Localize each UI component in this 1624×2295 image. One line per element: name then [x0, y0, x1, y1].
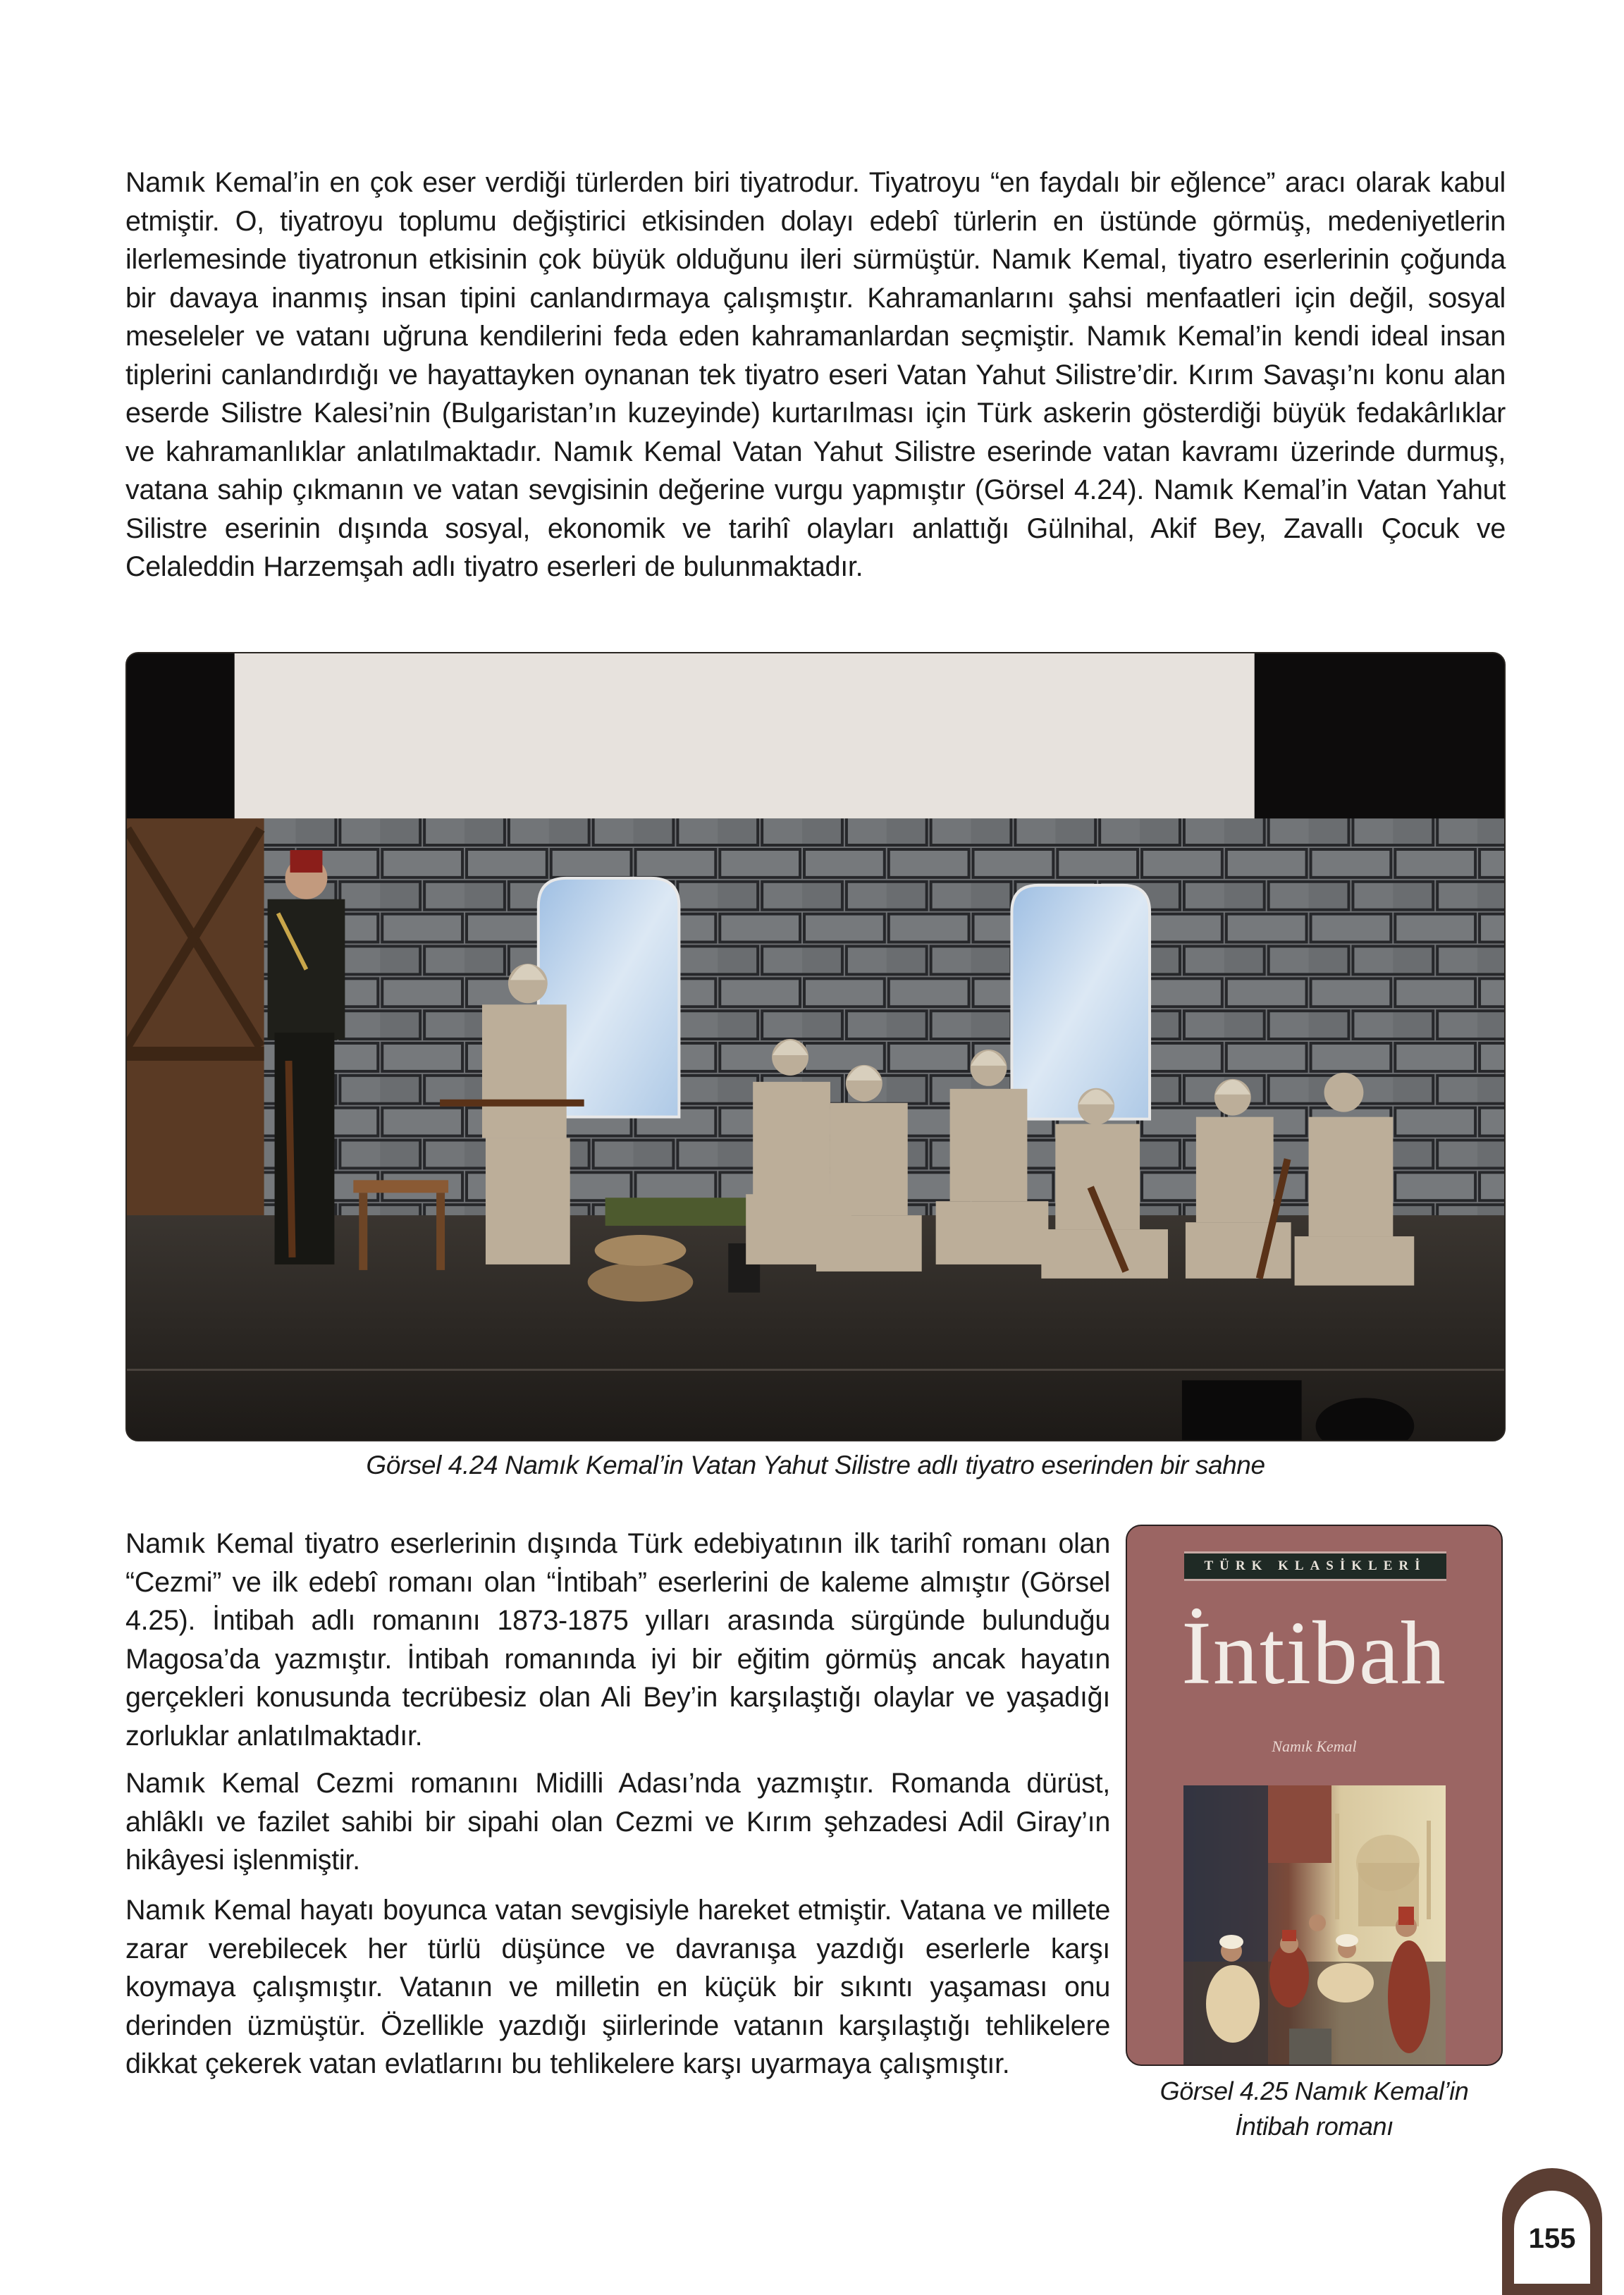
book-cover-painting — [1183, 1785, 1446, 2066]
book-cover-caption — [1126, 2074, 1503, 2144]
paragraph-novels: Namık Kemal tiyatro eserlerinin dışında Türk edebiyatının ilk tarihî romanı olan “Cezmi” ve ilk edebî romanı olan “İntibah” eserlerini de kaleme almıştır (Görsel 4.25). İntibah adlı romanını 1873-1875 yılları arasında sürgünde bulunduğu Magosa’da yazmıştır. İntibah romanında iyi bir eğitim görmüş ancak hayatın gerçekleri konusunda tecrübesiz olan Ali Bey’in karşılaştığı olaylar ve yaşadığı zorluklar anlatılmaktadır. — [125, 1528, 1110, 1752]
stage-scene-illustration — [127, 653, 1504, 1440]
book-series-label: TÜRK KLASİKLERİ — [1184, 1551, 1446, 1581]
paragraph-theater-works: Namık Kemal’in en çok eser verdiği türlerden biri tiyatrodur. Tiyatroyu “en faydalı bir eğlence” aracı olarak kabul etmiştir. O, tiyatroyu toplumu değiştirici etkisinden dolayı edebî türlerin en üstünde görmüş, medeniyetlerin ilerlemesinde tiyatronun etkisinin çok büyük olduğunu ileri sürmüştür. Namık Kemal, tiyatro eserlerinin çoğunda bir davaya inanmış insan tipini canlandırmaya çalışmıştır. Kahramanlarını şahsi menfaatleri için değil, sosyal meseleler ve vatanı uğruna kendilerini feda eden kahramanlardan seçmiştir. Namık Kemal’in kendi ideal insan tiplerini canlandırdığı ve hayattayken oynanan tek tiyatro eseri Vatan Yahut Silistre’dir. Kırım Savaşı’nı konu alan eserde Silistre Kalesi’nin (Bulgaristan’ın kuzeyinde) kurtarılması için Türk askerin gösterdiği büyük fedakârlıklar ve kahramanlıklar anlatılmaktadır. Namık Kemal Vatan Yahut Silistre eserinde vatan kavramı üzerinde durmuş, vatana sahip çıkmanın ve vatan sevgisinin değerine vurgu yapmıştır (Görsel 4.24). Namık Kemal’in Vatan Yahut Silistre eserinin dışında sosyal, ekonomik ve tarihî olayları anlattığı Gülnihal, Akif Bey, Zavallı Çocuk ve Celaleddin Harzemşah adlı tiyatro eserleri de bulunmaktadır. — [125, 167, 1506, 582]
paragraph-patriotism: Namık Kemal hayatı boyunca vatan sevgisiyle hareket etmiştir. Vatana ve millete zarar verebilecek her türlü düşünce ve davranışa yazdığı eserlerle karşı koymaya çalışmıştır. Vatanın ve milletin en küçük bir sıkıntı yaşaması onu derinden üzmüştür. Özellikle yazdığı şiirlerinde vatanın karşılaştığı tehlikelere dikkat çekerek vatan evlatlarını bu tehlikelere karşı uyarmaya çalışmıştır. — [125, 1895, 1110, 2079]
stage-scene-photo — [125, 652, 1506, 1441]
page-number: 155 — [1528, 2223, 1576, 2254]
paragraph-cezmi: Namık Kemal Cezmi romanını Midilli Adası’nda yazmıştır. Romanda dürüst, ahlâklı ve fazilet sahibi bir sipahi olan Cezmi ve Kırım şehzadesi Adil Giray’ın hikâyesi işlenmiştir. — [125, 1768, 1110, 1876]
book-caption-line-2: İntibah romanı — [1235, 2112, 1394, 2141]
book-cover-intibah — [1126, 1525, 1503, 2066]
page-number-badge — [1502, 2168, 1602, 2295]
book-caption-line-1: Görsel 4.25 Namık Kemal’in — [1159, 2076, 1469, 2105]
book-title: İntibah — [1181, 1603, 1447, 1703]
stage-photo-caption: Görsel 4.24 Namık Kemal’in Vatan Yahut Silistre adlı tiyatro eserinden bir sahne — [366, 1451, 1265, 1479]
book-author: Namık Kemal — [1272, 1737, 1357, 1755]
orientalist-painting-illustration — [1183, 1785, 1446, 2066]
